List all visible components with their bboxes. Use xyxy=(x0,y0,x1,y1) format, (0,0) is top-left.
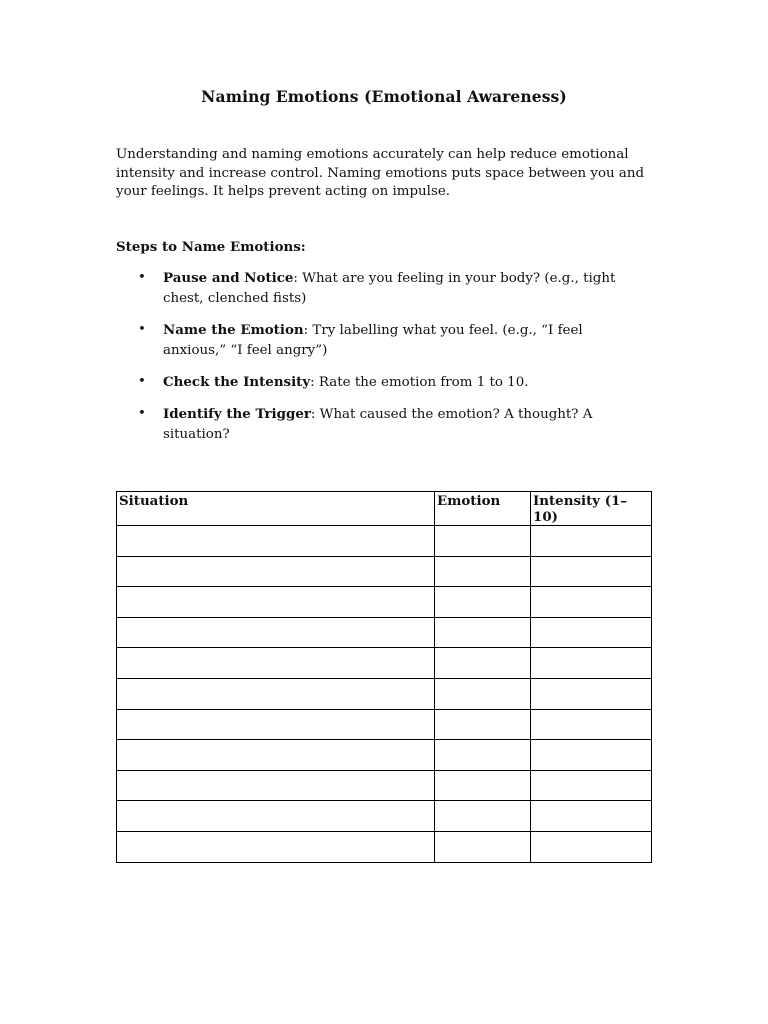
step-title: Name the Emotion xyxy=(163,322,304,338)
header-situation: Situation xyxy=(117,492,435,526)
step-title: Check the Intensity xyxy=(163,374,311,390)
step-description: : Rate the emotion from 1 to 10. xyxy=(310,375,529,390)
table-row xyxy=(117,587,652,618)
step-item xyxy=(116,404,646,445)
situation-cell[interactable] xyxy=(117,648,435,679)
table-row xyxy=(117,770,652,801)
steps-list xyxy=(116,268,646,456)
emotion-cell[interactable] xyxy=(435,709,531,740)
table-row xyxy=(117,648,652,679)
table-row xyxy=(117,709,652,740)
table-header-row xyxy=(117,492,652,526)
situation-cell[interactable] xyxy=(117,770,435,801)
situation-cell[interactable] xyxy=(117,587,435,618)
step-title: Pause and Notice xyxy=(163,270,294,286)
step-description: : What are you feeling in your body? (e.g., tight chest, clenched fists) xyxy=(163,271,616,306)
intensity-cell[interactable] xyxy=(531,770,652,801)
step-item xyxy=(116,372,646,393)
emotion-cell[interactable] xyxy=(435,678,531,709)
table-row xyxy=(117,831,652,862)
bullet-icon: • xyxy=(138,406,146,421)
emotion-cell[interactable] xyxy=(435,801,531,832)
header-intensity: Intensity (1–10) xyxy=(531,492,652,526)
bullet-icon: • xyxy=(138,322,146,337)
bullet-icon: • xyxy=(138,374,146,389)
intensity-cell[interactable] xyxy=(531,617,652,648)
step-title: Identify the Trigger xyxy=(163,406,311,422)
emotion-cell[interactable] xyxy=(435,556,531,587)
bullet-icon: • xyxy=(138,270,146,285)
situation-cell[interactable] xyxy=(117,526,435,557)
intensity-cell[interactable] xyxy=(531,648,652,679)
header-emotion: Emotion xyxy=(435,492,531,526)
situation-cell[interactable] xyxy=(117,678,435,709)
intensity-cell[interactable] xyxy=(531,801,652,832)
situation-cell[interactable] xyxy=(117,831,435,862)
page-title: Naming Emotions (Emotional Awareness) xyxy=(201,87,567,106)
situation-cell[interactable] xyxy=(117,709,435,740)
steps-heading: Steps to Name Emotions: xyxy=(116,239,306,255)
table-row xyxy=(117,526,652,557)
intensity-cell[interactable] xyxy=(531,740,652,771)
step-item xyxy=(116,320,646,361)
intensity-cell[interactable] xyxy=(531,526,652,557)
table-row xyxy=(117,740,652,771)
emotion-cell[interactable] xyxy=(435,526,531,557)
intensity-cell[interactable] xyxy=(531,587,652,618)
table-row xyxy=(117,678,652,709)
intensity-cell[interactable] xyxy=(531,831,652,862)
table-row xyxy=(117,617,652,648)
intro-paragraph: Understanding and naming emotions accurately can help reduce emotional intensity and increase control. Naming emotions puts space between you and your feelings. It helps prevent acting on impulse. xyxy=(116,147,645,199)
step-item xyxy=(116,268,646,309)
emotion-cell[interactable] xyxy=(435,740,531,771)
situation-cell[interactable] xyxy=(117,740,435,771)
emotion-cell[interactable] xyxy=(435,770,531,801)
step-description: : Try labelling what you feel. (e.g., “I feel anxious,” “I feel angry”) xyxy=(163,323,583,358)
intensity-cell[interactable] xyxy=(531,678,652,709)
table-body xyxy=(117,526,652,863)
emotion-cell[interactable] xyxy=(435,648,531,679)
emotion-cell[interactable] xyxy=(435,587,531,618)
intensity-cell[interactable] xyxy=(531,556,652,587)
situation-cell[interactable] xyxy=(117,556,435,587)
situation-cell[interactable] xyxy=(117,801,435,832)
emotion-log-table xyxy=(116,491,652,863)
table-row xyxy=(117,556,652,587)
emotion-cell[interactable] xyxy=(435,617,531,648)
situation-cell[interactable] xyxy=(117,617,435,648)
table-row xyxy=(117,801,652,832)
intensity-cell[interactable] xyxy=(531,709,652,740)
emotion-cell[interactable] xyxy=(435,831,531,862)
emotion-log-table-wrapper xyxy=(116,491,652,863)
step-description: : What caused the emotion? A thought? A situation? xyxy=(163,407,593,442)
